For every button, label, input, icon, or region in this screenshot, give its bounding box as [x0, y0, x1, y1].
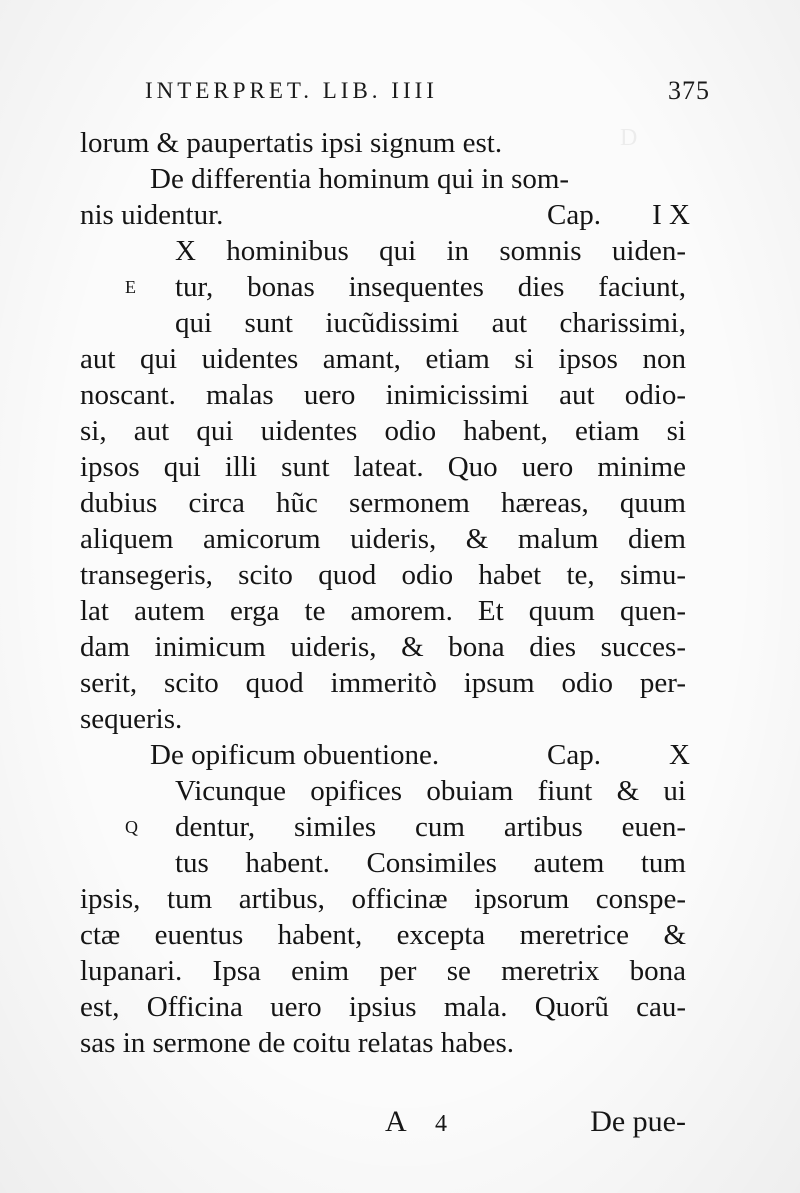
text-line: qui sunt iucũdissimi aut charissimi,	[175, 307, 686, 339]
text-line: dentur, similes cum artibus euen-	[175, 811, 686, 843]
chapter-number: I X	[652, 199, 690, 231]
text-line: lupanari. Ipsa enim per se meretrix bona	[80, 955, 686, 987]
text-line: aliquem amicorum uideris, & malum diem	[80, 523, 686, 555]
signature-number: 4	[435, 1111, 447, 1137]
text-line: ipsis, tum artibus, officinæ ipsorum conspe-	[80, 883, 686, 915]
text-block	[80, 125, 690, 1061]
text-line: dubius circa hũc sermonem hæreas, quum	[80, 487, 686, 519]
text-line: si, aut qui uidentes odio habent, etiam si	[80, 415, 686, 447]
folio-number: 375	[668, 76, 710, 105]
running-head: INTERPRET. LIB. IIII	[145, 78, 438, 103]
text-line: lorum & paupertatis ipsi signum est.	[80, 127, 503, 159]
chapter-heading: De differentia hominum qui in som-	[150, 163, 570, 195]
text-line-with-initial	[80, 269, 686, 305]
chapter-number: X	[669, 739, 690, 771]
page-footer	[80, 1105, 686, 1145]
catchword: De pue-	[590, 1105, 686, 1138]
text-line: tur, bonas insequentes dies faciunt,	[175, 271, 686, 303]
chapter-heading-text: De opificum obuentione.	[150, 739, 440, 771]
chapter-label: Cap.	[547, 199, 601, 231]
initial-letter: E	[125, 277, 138, 297]
text-line: X hominibus qui in somnis uiden-	[175, 235, 686, 267]
text-line: sequeris.	[80, 703, 183, 735]
text-line: lat autem erga te amorem. Et quum quen-	[80, 595, 686, 627]
chapter-heading-line2	[80, 197, 690, 233]
chapter-heading-text: nis uidentur.	[80, 199, 224, 231]
text-line: ctæ euentus habent, excepta meretrice &	[80, 919, 686, 951]
chapter-label: Cap.	[547, 739, 601, 771]
chapter-heading-2	[80, 737, 690, 773]
text-line: sas in sermone de coitu relatas habes.	[80, 1027, 515, 1059]
text-line: noscant. malas uero inimicissimi aut odio-	[80, 379, 686, 411]
initial-letter: Q	[125, 817, 140, 837]
text-line: tus habent. Consimiles autem tum	[175, 847, 686, 879]
text-line: ipsos qui illi sunt lateat. Quo uero minime	[80, 451, 686, 483]
text-line-with-initial	[80, 809, 686, 845]
signature-mark: A	[385, 1105, 407, 1138]
show-through-text: D	[620, 125, 638, 151]
text-line: est, Officina uero ipsius mala. Quorũ cau-	[80, 991, 686, 1023]
text-line: Vicunque opifices obuiam fiunt & ui	[175, 775, 686, 807]
text-line: dam inimicum uideris, & bona dies succes-	[80, 631, 686, 663]
text-line: aut qui uidentes amant, etiam si ipsos non	[80, 343, 686, 375]
text-line: transegeris, scito quod odio habet te, simu-	[80, 559, 686, 591]
text-line: serit, scito quod immeritò ipsum odio per-	[80, 667, 686, 699]
